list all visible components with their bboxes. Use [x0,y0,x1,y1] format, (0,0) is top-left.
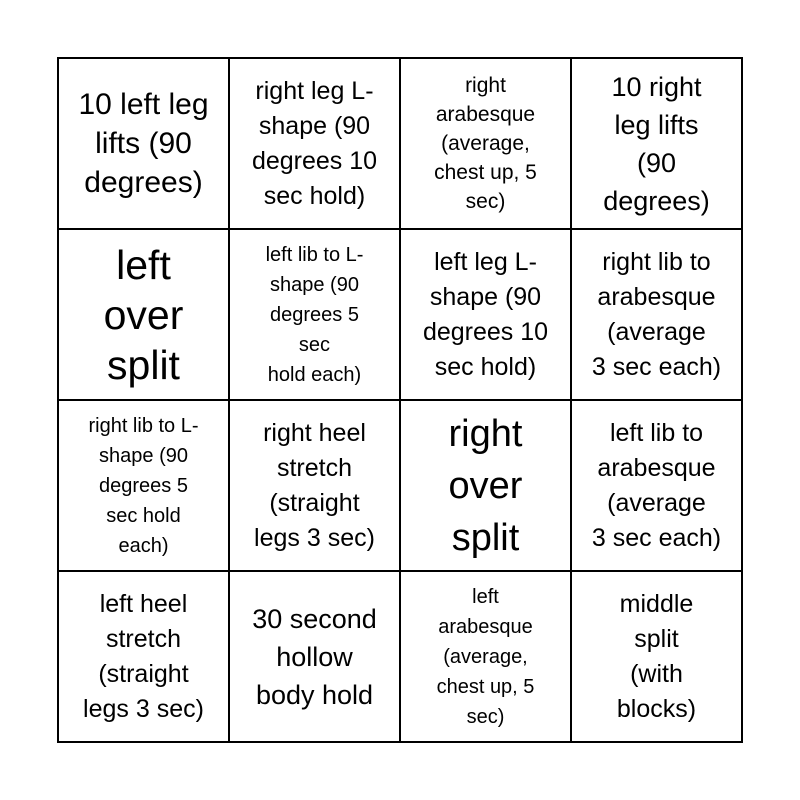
cell-label: left over split [103,241,184,388]
bingo-cell-r1c1[interactable] [59,59,230,230]
cell-label: 10 right leg lifts (90 degrees) [603,71,710,216]
bingo-cell-r3c1[interactable] [59,401,230,572]
cell-label: 30 second hollow body hold [252,603,377,710]
bingo-cell-r3c4[interactable] [572,401,743,572]
bingo-cell-r4c4[interactable] [572,572,743,743]
bingo-cell-r4c2[interactable] [230,572,401,743]
bingo-cell-r1c2[interactable] [230,59,401,230]
cell-label: 10 left leg lifts (90 degrees) [78,88,209,199]
bingo-cell-r2c4[interactable] [572,230,743,401]
cell-label: left arabesque (average, chest up, 5 sec) [436,585,535,728]
bingo-cell-r1c4[interactable] [572,59,743,230]
cell-label: left lib to arabesque (average 3 sec each) [591,418,722,552]
cell-label: left heel stretch (straight legs 3 sec) [83,589,204,723]
cell-label: right heel stretch (straight legs 3 sec) [254,418,375,552]
bingo-cell-r4c1[interactable] [59,572,230,743]
cell-label: right lib to arabesque (average 3 sec each) [591,247,722,381]
bingo-cell-r3c2[interactable] [230,401,401,572]
bingo-board [57,57,743,743]
bingo-cell-r2c3[interactable] [401,230,572,401]
bingo-cell-r2c2[interactable] [230,230,401,401]
cell-label: right over split [448,412,523,559]
bingo-cell-r2c1[interactable] [59,230,230,401]
bingo-cell-r3c3[interactable] [401,401,572,572]
bingo-cell-r4c3[interactable] [401,572,572,743]
cell-label: right lib to L- shape (90 degrees 5 sec hold each) [88,414,199,557]
cell-label: middle split (with blocks) [616,589,697,723]
cell-label: right leg L- shape (90 degrees 10 sec hold) [251,76,378,210]
cell-label: left lib to L- shape (90 degrees 5 sec hold each) [265,243,364,386]
bingo-cell-r1c3[interactable] [401,59,572,230]
cell-label: right arabesque (average, chest up, 5 sec) [434,74,537,213]
cell-label: left leg L- shape (90 degrees 10 sec hold) [422,247,549,381]
